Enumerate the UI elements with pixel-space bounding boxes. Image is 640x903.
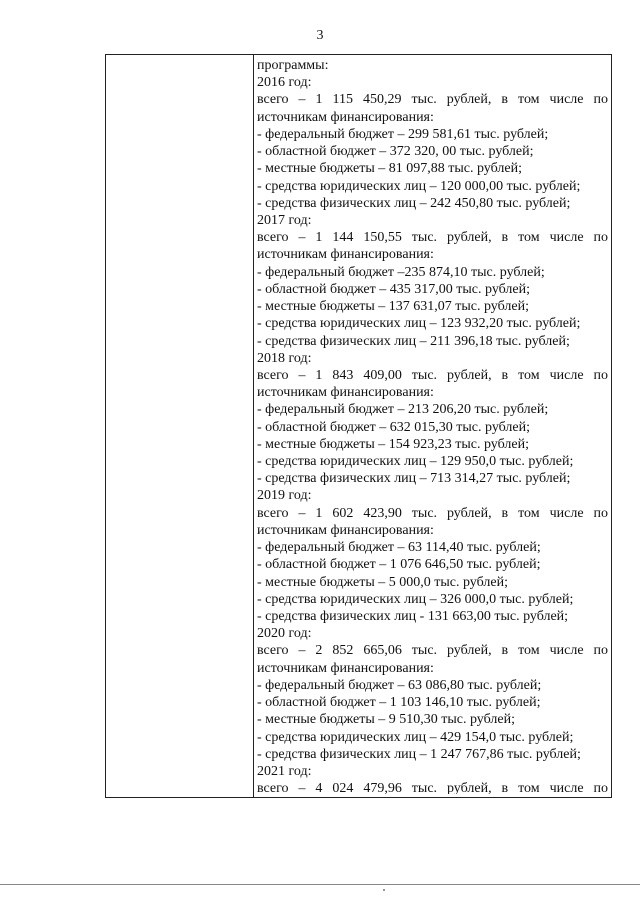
year-heading: 2021 год: — [257, 763, 312, 779]
year-heading: 2020 год: — [257, 626, 312, 642]
text-line: программы: — [257, 58, 329, 73]
funding-source-line: - областной бюджет – 1 103 146,10 тыс. рублей; — [257, 695, 541, 711]
funding-source-line: - местные бюджеты – 81 097,88 тыс. рублей; — [257, 161, 522, 177]
funding-source-line: - местные бюджеты – 9 510,30 тыс. рублей; — [257, 712, 515, 728]
text-line: источникам финансирования: — [257, 247, 434, 263]
text-line: источникам финансирования: — [257, 522, 434, 538]
year-heading: 2019 год: — [257, 488, 312, 504]
funding-source-line: - средства физических лиц – 242 450,80 тыс. рублей; — [257, 195, 571, 211]
funding-source-line: - федеральный бюджет –235 874,10 тыс. рублей; — [257, 264, 545, 280]
funding-source-line: - средства юридических лиц – 123 932,20 тыс. рублей; — [257, 316, 581, 332]
total-line: всего – 4 024 479,96 тыс. рублей, в том числе по — [257, 781, 608, 795]
funding-source-line: - средства юридических лиц – 429 154,0 тыс. рублей; — [257, 729, 574, 745]
funding-source-line: - средства юридических лиц – 129 950,0 тыс. рублей; — [257, 454, 574, 470]
funding-source-line: - федеральный бюджет – 63 086,80 тыс. рублей; — [257, 677, 542, 693]
funding-cell — [257, 57, 608, 797]
total-line: всего – 2 852 665,06 тыс. рублей, в том числе по — [257, 643, 608, 659]
funding-source-line: - федеральный бюджет – 213 206,20 тыс. рублей; — [257, 402, 549, 418]
text-line: источникам финансирования: — [257, 660, 434, 676]
funding-source-line: - средства юридических лиц – 326 000,0 тыс. рублей; — [257, 591, 574, 607]
funding-source-line: - областной бюджет – 1 076 646,50 тыс. рублей; — [257, 557, 541, 573]
total-line: всего – 1 602 423,90 тыс. рублей, в том числе по — [257, 505, 608, 521]
scan-speck — [383, 889, 385, 891]
passport-table — [105, 54, 612, 798]
funding-source-line: - областной бюджет – 632 015,30 тыс. рублей; — [257, 419, 530, 435]
funding-source-line: - местные бюджеты – 154 923,23 тыс. рублей; — [257, 436, 529, 452]
year-heading: 2017 год: — [257, 212, 312, 228]
text-line: источникам финансирования: — [257, 109, 434, 125]
total-line: всего – 1 144 150,55 тыс. рублей, в том числе по — [257, 230, 608, 246]
funding-source-line: - средства физических лиц - 131 663,00 тыс. рублей; — [257, 609, 569, 624]
page-bottom-rule — [0, 884, 640, 885]
funding-source-line: - средства физических лиц – 1 247 767,86 тыс. рублей; — [257, 746, 581, 762]
funding-source-line: - областной бюджет – 372 320, 00 тыс. рублей; — [257, 144, 534, 160]
funding-source-line: - средства физических лиц – 211 396,18 тыс. рублей; — [257, 333, 570, 349]
total-line: всего – 1 115 450,29 тыс. рублей, в том числе по — [257, 92, 608, 108]
page-number: 3 — [316, 28, 324, 43]
funding-source-line: - средства физических лиц – 713 314,27 тыс. рублей; — [257, 471, 571, 487]
column-divider — [253, 55, 254, 797]
year-heading: 2018 год: — [257, 350, 312, 366]
text-line: источникам финансирования: — [257, 385, 434, 401]
year-heading: 2016 год: — [257, 75, 312, 91]
funding-source-line: - областной бюджет – 435 317,00 тыс. рублей; — [257, 281, 530, 297]
funding-source-line: - федеральный бюджет – 299 581,61 тыс. рублей; — [257, 126, 549, 142]
funding-source-line: - средства юридических лиц – 120 000,00 тыс. рублей; — [257, 178, 581, 194]
total-line: всего – 1 843 409,00 тыс. рублей, в том числе по — [257, 367, 608, 383]
funding-source-line: - местные бюджеты – 137 631,07 тыс. рублей; — [257, 299, 529, 315]
funding-source-line: - федеральный бюджет – 63 114,40 тыс. рублей; — [257, 540, 541, 556]
funding-source-line: - местные бюджеты – 5 000,0 тыс. рублей; — [257, 574, 508, 590]
